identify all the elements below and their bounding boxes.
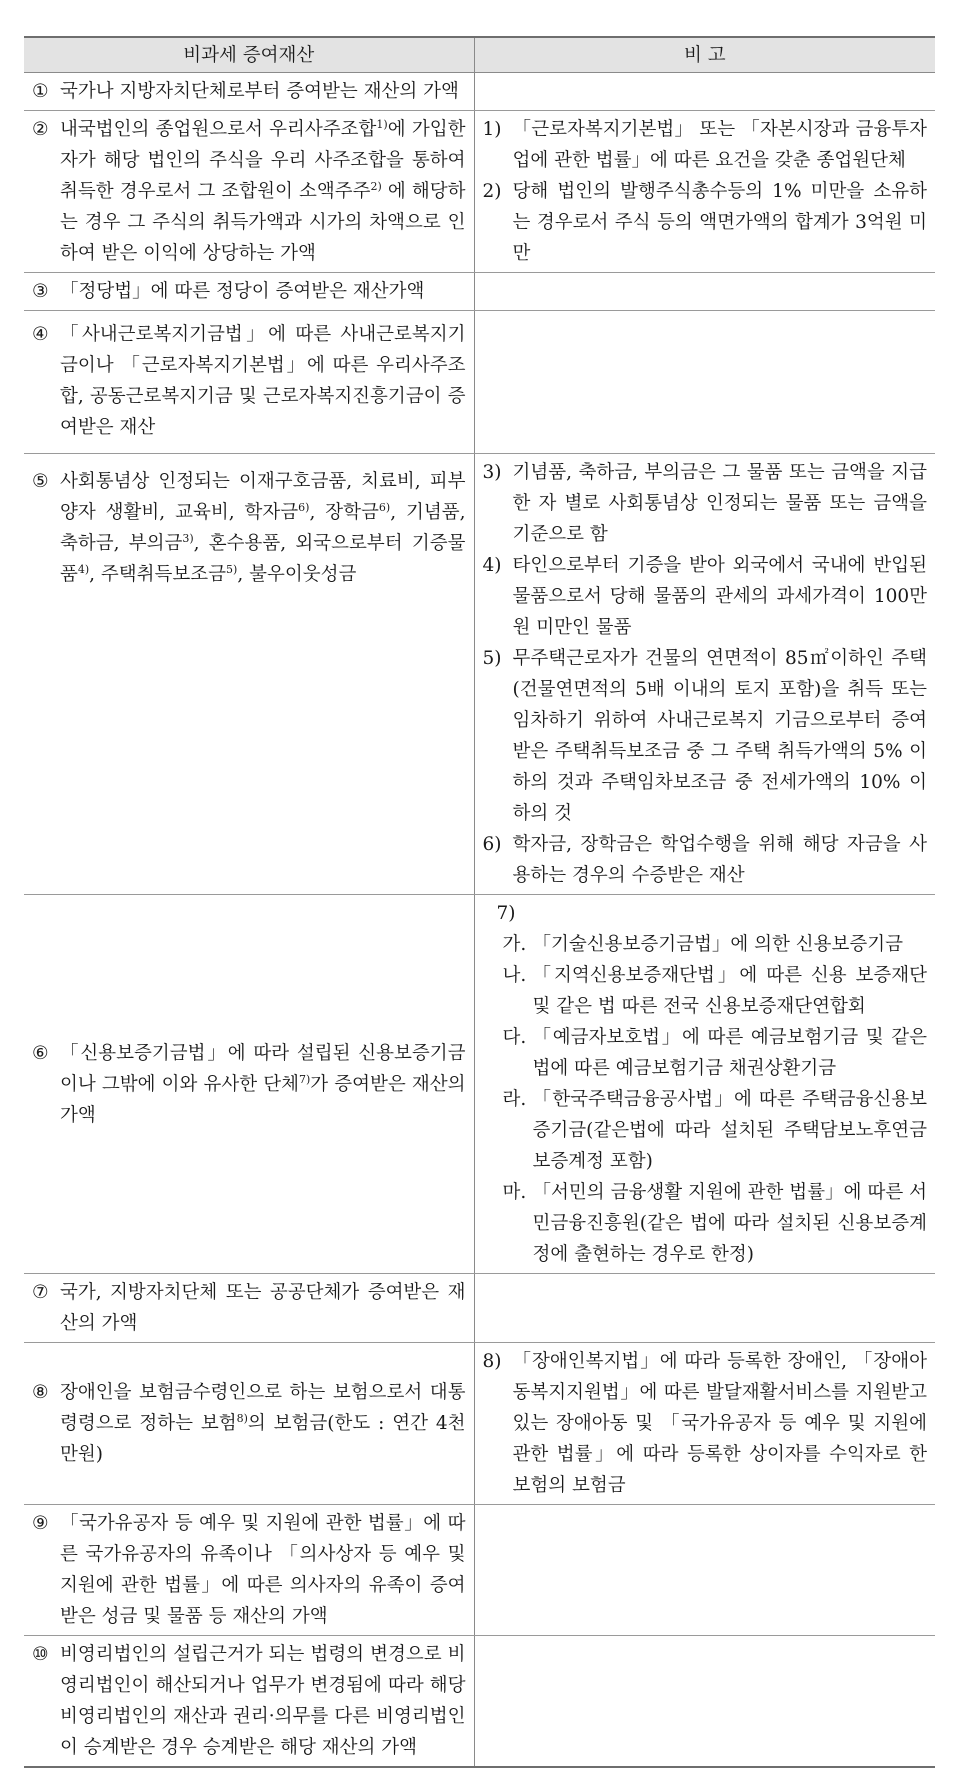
remarks-cell — [474, 111, 935, 273]
table-row — [24, 111, 935, 273]
property-cell — [24, 1343, 474, 1505]
footnote-ref: 7) — [298, 1072, 311, 1086]
footnote-ref: 8) — [236, 1411, 248, 1425]
item-text: 국가, 지방자치단체 또는 공공단체가 증여받은 재산의 가액 — [60, 1282, 466, 1334]
footnote: 3) 기념품, 축하금, 부의금은 그 물품 또는 금액을 지급한 자 별로 사회통념상 인정되는 물품 또는 금액을 기준으로 함 — [482, 462, 927, 545]
table-row — [24, 1636, 935, 1768]
property-cell — [24, 1636, 474, 1768]
table-row — [24, 895, 935, 1274]
property-cell — [24, 895, 474, 1274]
footnote: 5) 무주택근로자가 건물의 연면적이 85㎡이하인 주택(건물연면적의 5배 이내의 토지 포함)을 취득 또는 임차하기 위하여 사내근로복지 기금으로부터 증여받은 주택취득보조금 중 그 주택 취득가액의 5% 이하의 것과 주택임차보조금 중 전세가액의 10% 이하의 것 — [482, 648, 927, 824]
table-row — [24, 454, 935, 895]
sub-item: 가. 「기술신용보증기금법」에 의한 신용보증기금 — [502, 934, 903, 955]
footnote-ref: 5) — [226, 562, 238, 576]
property-cell — [24, 311, 474, 454]
table-row — [24, 73, 935, 111]
footnote-ref: 6) — [298, 500, 310, 514]
item-number: ⑩ — [32, 1644, 49, 1665]
item-number: ⑤ — [32, 471, 49, 492]
property-cell — [24, 73, 474, 111]
item-number: ② — [32, 119, 49, 140]
item-text: 「정당법」에 따른 정당이 증여받은 재산가액 — [60, 281, 425, 302]
property-cell — [24, 111, 474, 273]
item-number: ⑨ — [32, 1513, 49, 1534]
item-number: ④ — [32, 324, 49, 345]
table-row — [24, 1505, 935, 1636]
table-row — [24, 311, 935, 454]
sub-item: 마. 「서민의 금융생활 지원에 관한 법률」에 따른 서민금융진흥원(같은 법에 따라 설치된 신용보증계정에 출현하는 경우로 한정) — [502, 1182, 927, 1265]
remarks-cell — [474, 895, 935, 1274]
property-cell — [24, 1505, 474, 1636]
property-cell — [24, 273, 474, 311]
remarks-cell — [474, 311, 935, 454]
footnote: 8) 「장애인복지법」에 따라 등록한 장애인, 「장애아동복지지원법」에 따른 발달재활서비스를 지원받고 있는 장애아동 및 「국가유공자 등 예우 및 지원에 관한 법률」에 따라 등록한 상이자를 수익자로 한 보험의 보험금 — [482, 1351, 927, 1496]
item-number: ① — [32, 81, 49, 102]
footnote-ref: 6) — [378, 500, 391, 514]
sub-item: 라. 「한국주택금융공사법」에 따른 주택금융신용보증기금(같은법에 따라 설치된 주택담보노후연금보증계정 포함) — [502, 1089, 927, 1172]
footnote: 4) 타인으로부터 기증을 받아 외국에서 국내에 반입된 물품으로서 당해 물품의 관세의 과세가격이 100만원 미만인 물품 — [482, 555, 927, 638]
footnote-ref: 3) — [182, 531, 194, 545]
remarks-cell — [474, 1505, 935, 1636]
item-text: 「사내근로복지기금법」에 따른 사내근로복지기금이나 「근로자복지기본법」에 따른 우리사주조합, 공동근로복지기금 및 근로자복지진흥기금이 증여받은 재산 — [60, 324, 466, 438]
footnote-label: 7) — [496, 903, 516, 924]
property-cell — [24, 454, 474, 895]
table-row — [24, 273, 935, 311]
column-header-property: 비과세 증여재산 — [24, 37, 474, 73]
item-text: 「국가유공자 등 예우 및 지원에 관한 법률」에 따른 국가유공자의 유족이나 「의사상자 등 예우 및 지원에 관한 법률」에 따른 의사자의 유족이 증여받은 성금 및 물품 등 재산의 가액 — [60, 1513, 466, 1627]
footnote-ref: 2) — [370, 179, 382, 193]
item-number: ⑦ — [32, 1282, 49, 1303]
remarks-cell — [474, 454, 935, 895]
column-header-remarks: 비 고 — [474, 37, 935, 73]
remarks-cell — [474, 1343, 935, 1505]
item-text: 사회통념상 인정되는 이재구호금품, 치료비, 피부양자 생활비, 교육비, 학자금$^{6)}$, 장학금$^{6)}$, 기념품, 축하금, 부의금$^{3)}$, 혼수용품, 외국으로부터 기증물품$^{4)}$, 주택취득보조금$^{5)}$, 불우이웃성금 — [60, 471, 466, 585]
item-text: 장애인을 보험금수령인으로 하는 보험으로서 대통령령으로 정하는 보험$^{8)}$의 보험금(한도 : 연간 4천만원) — [60, 1382, 466, 1465]
item-number: ⑧ — [32, 1382, 49, 1403]
remarks-cell — [474, 273, 935, 311]
item-text: 「신용보증기금법」에 따라 설립된 신용보증기금이나 그밖에 이와 유사한 단체$^{7)}$가 증여받은 재산의 가액 — [60, 1042, 466, 1126]
item-text: 비영리법인의 설립근거가 되는 법령의 변경으로 비영리법인이 해산되거나 업무가 변경됨에 따라 해당 비영리법인의 재산과 권리·의무를 다른 비영리법인이 승계받은 경우 승계받은 해당 재산의 가액 — [60, 1644, 466, 1758]
table-header-row — [24, 37, 935, 73]
remarks-cell — [474, 73, 935, 111]
table-row — [24, 1274, 935, 1343]
tax-exempt-gift-table — [24, 36, 935, 1768]
remarks-cell — [474, 1636, 935, 1768]
footnote-ref: 4) — [77, 562, 90, 576]
footnote: 2) 당해 법인의 발행주식총수등의 1% 미만을 소유하는 경우로서 주식 등의 액면가액의 합계가 3억원 미만 — [482, 181, 927, 264]
footnote: 6) 학자금, 장학금은 학업수행을 위해 해당 자금을 사용하는 경우의 수증받은 재산 — [482, 834, 927, 886]
item-number: ⑥ — [32, 1042, 49, 1064]
item-number: ③ — [32, 281, 49, 302]
property-cell — [24, 1274, 474, 1343]
sub-item: 나. 「지역신용보증재단법」에 따른 신용 보증재단 및 같은 법 따른 전국 신용보증재단연합회 — [502, 965, 927, 1017]
footnote-ref: 1) — [376, 117, 388, 131]
footnote: 1) 「근로자복지기본법」 또는 「자본시장과 금융투자업에 관한 법률」에 따른 요건을 갖춘 종업원단체 — [482, 119, 927, 171]
item-text: 국가나 지방자치단체로부터 증여받는 재산의 가액 — [60, 81, 459, 102]
item-text: 내국법인의 종업원으로서 우리사주조합$^{1)}$에 가입한 자가 해당 법인의 주식을 우리 사주조합을 통하여 취득한 경우로서 그 조합원이 소액주주$^{2)}$ 에 해당하는 경우 그 주식의 취득가액과 시가의 차액으로 인하여 받은 이익에 상당하는 가액 — [60, 117, 466, 264]
sub-item: 다. 「예금자보호법」에 따른 예금보험기금 및 같은법에 따른 예금보험기금 채권상환기금 — [502, 1027, 927, 1079]
table-row — [24, 1343, 935, 1505]
remarks-cell — [474, 1274, 935, 1343]
